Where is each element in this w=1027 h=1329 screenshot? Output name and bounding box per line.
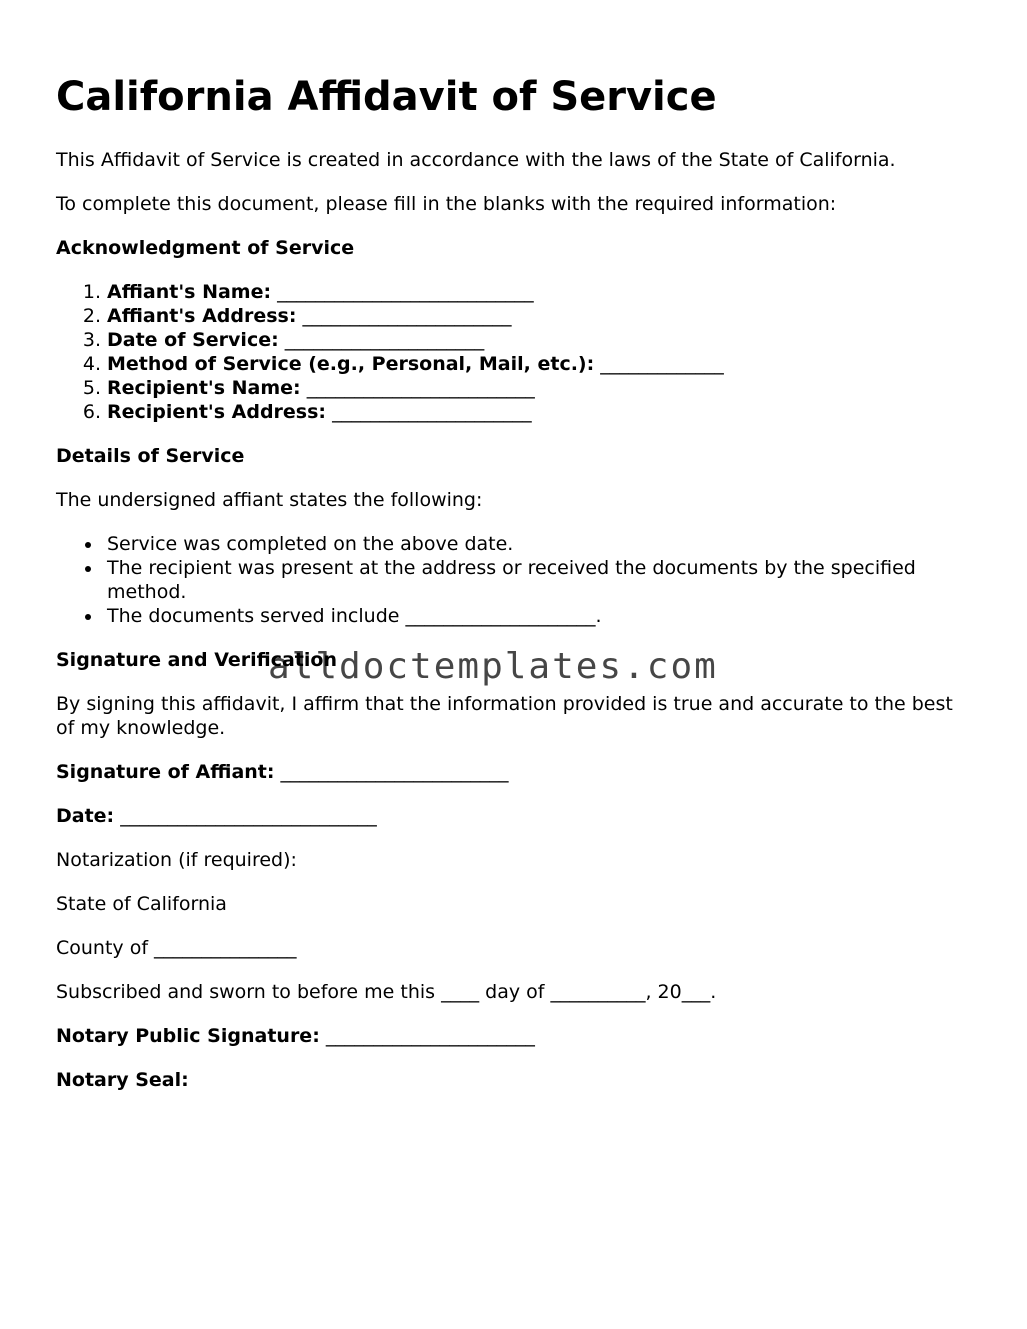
acknowledgment-heading: Acknowledgment of Service xyxy=(56,237,355,259)
intro-text: This Affidavit of Service is created in accordance with the laws of the State of California. xyxy=(56,149,896,171)
field-label: Affiant's Address: xyxy=(107,305,297,327)
list-number: 3. xyxy=(82,329,101,351)
list-item xyxy=(56,280,724,304)
fill-blank: ________________________ xyxy=(306,377,535,399)
fill-blank: ______________________ xyxy=(302,305,512,327)
field-label: Signature of Affiant: xyxy=(56,761,275,783)
page-title: California Affidavit of Service xyxy=(56,74,717,120)
watermark: alldoctemplates.com xyxy=(268,646,718,687)
fill-blank: ___________________________ xyxy=(120,805,377,827)
county-text: County of _______________ xyxy=(56,937,297,959)
list-number: 2. xyxy=(82,305,101,327)
bullet-text: The documents served include ____________________. xyxy=(107,605,602,627)
field-label: Affiant's Name: xyxy=(107,281,272,303)
affiant-signature-line xyxy=(56,760,509,784)
instructions-text: To complete this document, please fill in the blanks with the required information: xyxy=(56,193,837,215)
list-item xyxy=(56,604,971,628)
fill-blank: ______________________ xyxy=(325,1025,535,1047)
list-item xyxy=(56,304,724,328)
details-lead: The undersigned affiant states the following: xyxy=(56,489,483,511)
verification-text: By signing this affidavit, I affirm that the information provided is true and accurate to the best of my knowledge. xyxy=(56,693,953,739)
field-label: Date: xyxy=(56,805,115,827)
list-item xyxy=(56,556,971,604)
bullet-icon xyxy=(85,542,91,548)
fill-blank: _____________ xyxy=(600,353,724,375)
subscribed-text: Subscribed and sworn to before me this ____ day of __________, 20___. xyxy=(56,981,717,1003)
list-number: 4. xyxy=(82,353,101,375)
fill-blank: ________________________ xyxy=(280,761,509,783)
list-item xyxy=(56,376,724,400)
bullet-text: Service was completed on the above date. xyxy=(107,533,514,555)
list-number: 6. xyxy=(82,401,101,423)
bullet-text: The recipient was present at the address or received the documents by the specified method. xyxy=(107,557,916,603)
bullet-icon xyxy=(85,614,91,620)
list-number: 1. xyxy=(82,281,101,303)
list-item xyxy=(56,352,724,376)
notary-seal-label: Notary Seal: xyxy=(56,1069,189,1091)
date-line xyxy=(56,804,377,828)
details-bullets xyxy=(56,532,971,628)
list-number: 5. xyxy=(82,377,101,399)
list-item xyxy=(56,328,724,352)
acknowledgment-list xyxy=(56,280,724,424)
notary-signature-line xyxy=(56,1024,535,1048)
state-text: State of California xyxy=(56,893,227,915)
notarization-text: Notarization (if required): xyxy=(56,849,297,871)
details-heading: Details of Service xyxy=(56,445,245,467)
list-item xyxy=(56,400,724,424)
fill-blank: _____________________ xyxy=(284,329,485,351)
field-label: Recipient's Name: xyxy=(107,377,301,399)
bullet-icon xyxy=(85,566,91,572)
verification-heading: Signature and Verification xyxy=(56,649,337,671)
fill-blank: _____________________ xyxy=(332,401,532,423)
fill-blank: ___________________________ xyxy=(277,281,534,303)
field-label: Date of Service: xyxy=(107,329,279,351)
field-label: Notary Public Signature: xyxy=(56,1025,320,1047)
list-item xyxy=(56,532,971,556)
field-label: Method of Service (e.g., Personal, Mail, etc.): xyxy=(107,353,595,375)
field-label: Recipient's Address: xyxy=(107,401,327,423)
